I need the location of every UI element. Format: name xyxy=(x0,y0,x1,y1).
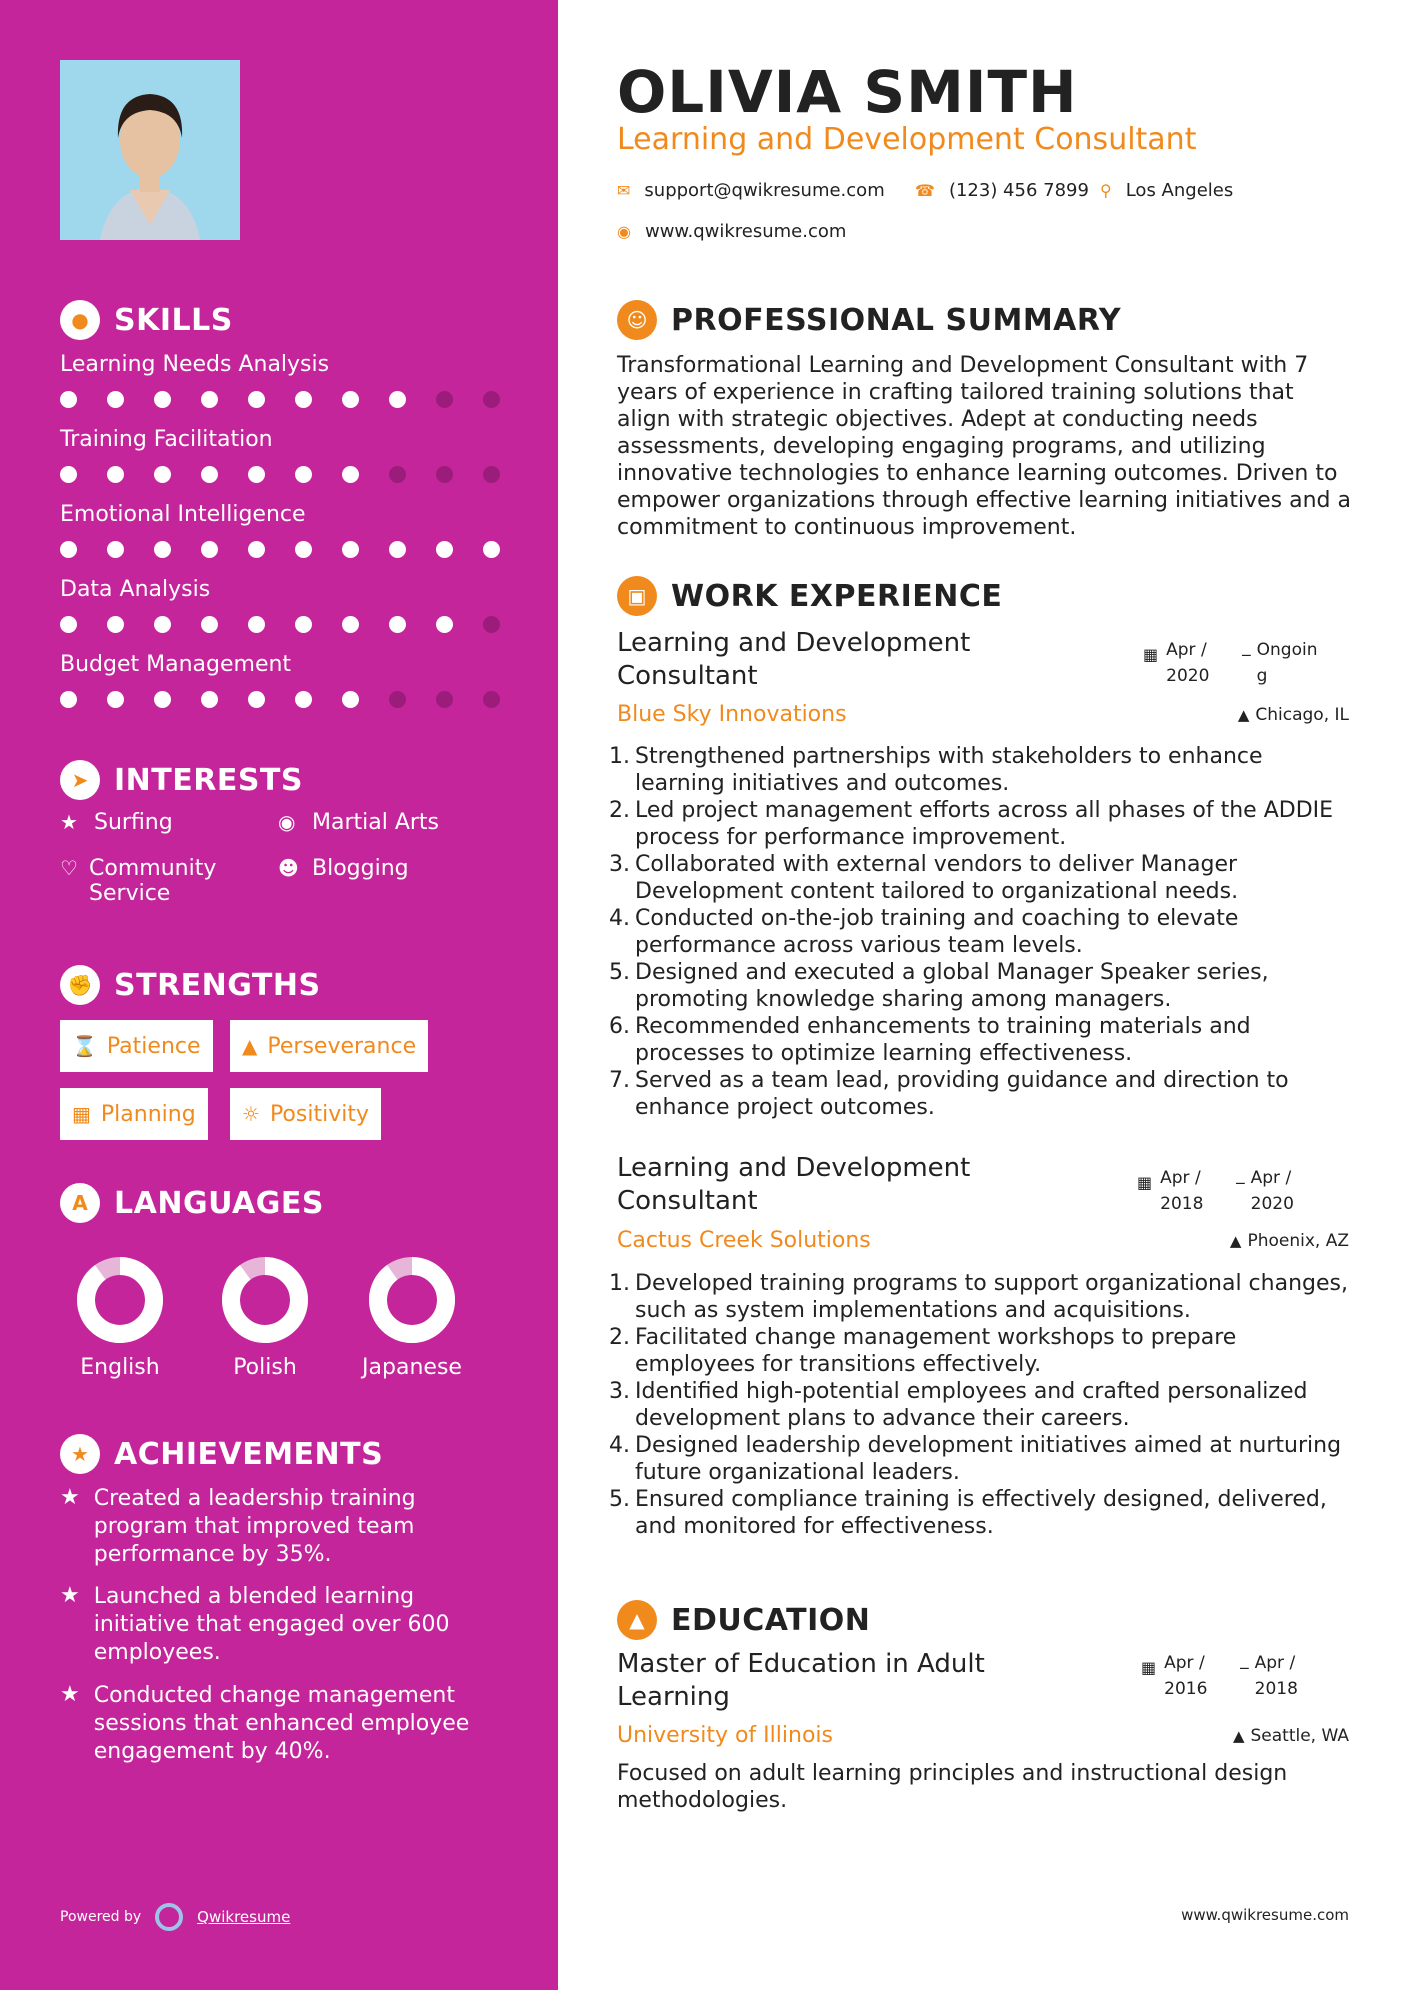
skill-dot xyxy=(248,691,265,708)
sun-icon: ☼ xyxy=(242,1102,260,1126)
interest-item: ♡ Community Service xyxy=(60,856,217,906)
pin-icon: ▲ xyxy=(1229,1232,1242,1250)
skill-dot xyxy=(201,466,218,483)
shooting-star-icon: ★ xyxy=(60,1485,80,1510)
skill-dot xyxy=(483,616,500,633)
contact-location: ⚲ Los Angeles xyxy=(1100,180,1234,201)
skill-dot xyxy=(154,541,171,558)
job-dates: ▦ Apr / 2020 _ Ongoin g xyxy=(1143,637,1318,686)
skill-dot xyxy=(154,466,171,483)
skill-name: Training Facilitation xyxy=(60,427,273,452)
skill-dot xyxy=(201,616,218,633)
skill-dot xyxy=(436,616,453,633)
achievement-item: ★ Launched a blended learning initiative that engaged over 600 employees. xyxy=(60,1583,450,1665)
candidate-name: OLIVIA SMITH xyxy=(617,58,1078,126)
skills-title: SKILLS xyxy=(114,302,233,338)
skill-dot xyxy=(107,391,124,408)
achievement-item: ★ Conducted change management sessions that enhanced employee engagement by 40%. xyxy=(60,1682,470,1764)
skill-dot xyxy=(436,541,453,558)
language-name: Japanese xyxy=(362,1355,462,1380)
skill-rating xyxy=(60,541,530,558)
skill-dot xyxy=(60,616,77,633)
achievements-heading xyxy=(60,1434,383,1474)
skill-dot xyxy=(389,466,406,483)
footer-url[interactable]: www.qwikresume.com xyxy=(1181,1906,1349,1924)
skill-rating xyxy=(60,391,530,408)
calendar-icon: ▦ xyxy=(1137,1173,1153,1192)
skill-dot xyxy=(483,391,500,408)
job-title: Learning and Development Consultant xyxy=(617,628,971,691)
job-bullet: Designed leadership development initiatives aimed at nurturing future organizational leaders. xyxy=(635,1433,1342,1485)
education-description: Focused on adult learning principles and instructional design methodologies. xyxy=(617,1761,1288,1813)
shooting-star-icon: ★ xyxy=(60,1682,80,1707)
contact-phone[interactable]: ☎ (123) 456 7899 xyxy=(915,180,1089,201)
language-ring xyxy=(195,1250,335,1350)
skill-dot xyxy=(389,691,406,708)
language-ring xyxy=(342,1250,482,1350)
job-bullet: Led project management efforts across all phases of the ADDIE process for performance improvement. xyxy=(635,798,1334,850)
skill-dot xyxy=(342,691,359,708)
skill-dot xyxy=(107,616,124,633)
fist-icon: ✊ xyxy=(60,965,100,1005)
strengths-title: STRENGTHS xyxy=(114,967,321,1003)
skill-dot xyxy=(107,691,124,708)
job-location: ▲ Chicago, IL xyxy=(1237,705,1349,725)
road-icon: ▲ xyxy=(242,1034,258,1058)
skill-dot xyxy=(389,616,406,633)
school-name: University of Illinois xyxy=(617,1723,833,1748)
job-bullet: Designed and executed a global Manager Speaker series, promoting knowledge sharing among managers. xyxy=(635,960,1269,1012)
job-bullets xyxy=(617,1270,1357,1540)
language-name: Polish xyxy=(233,1355,297,1380)
skill-dot xyxy=(295,541,312,558)
skill-dot xyxy=(295,466,312,483)
job-dates: ▦ Apr / 2018 _ Apr / 2020 xyxy=(1137,1165,1294,1214)
achievements-title: ACHIEVEMENTS xyxy=(114,1436,384,1472)
job-bullet: Recommended enhancements to training materials and processes to optimize learning effectiveness. xyxy=(635,1014,1251,1066)
language-ring-fill xyxy=(86,1266,154,1334)
skill-dot xyxy=(295,616,312,633)
skill-name: Learning Needs Analysis xyxy=(60,352,330,377)
calendar-icon: ▦ xyxy=(1143,645,1159,664)
job-bullet: Developed training programs to support organizational changes, such as system implementations and acquisitions. xyxy=(635,1271,1348,1323)
skills-heading xyxy=(60,300,233,340)
job-bullet: Strengthened partnerships with stakeholders to enhance learning initiatives and outcomes. xyxy=(635,744,1263,796)
shooting-star-icon: ★ xyxy=(60,1583,80,1608)
work-heading xyxy=(617,576,1002,616)
job-bullets xyxy=(617,743,1357,1121)
interest-item: ☻ Blogging xyxy=(278,856,409,881)
contact-email[interactable]: ✉ support@qwikresume.com xyxy=(617,180,885,201)
skill-dot xyxy=(389,541,406,558)
skill-dot xyxy=(154,391,171,408)
strength-badge: ▦ Planning xyxy=(60,1088,208,1140)
hourglass-icon: ⌛ xyxy=(72,1034,97,1058)
strength-badge: ⌛ Patience xyxy=(60,1020,213,1072)
skill-rating xyxy=(60,466,530,483)
strength-badge: ☼ Positivity xyxy=(230,1088,381,1140)
language-ring-chart xyxy=(70,1250,170,1350)
phone-icon: ☎ xyxy=(915,181,935,200)
language-ring-fill xyxy=(378,1266,446,1334)
user-icon: ☺ xyxy=(617,300,657,340)
skill-dot xyxy=(248,616,265,633)
users-icon: ☻ xyxy=(278,856,299,880)
skill-dot xyxy=(483,466,500,483)
summary-heading xyxy=(617,300,1121,340)
skill-dot xyxy=(389,391,406,408)
skill-dot xyxy=(248,391,265,408)
skill-dot xyxy=(201,691,218,708)
envelope-icon: ✉ xyxy=(617,181,631,200)
globe-icon: ◉ xyxy=(617,222,631,241)
job-bullet: Identified high-potential employees and crafted personalized development plans to advance their careers. xyxy=(635,1379,1308,1431)
qwikresume-link[interactable]: Qwikresume xyxy=(197,1908,291,1926)
education-title: EDUCATION xyxy=(671,1602,871,1638)
skill-dot xyxy=(342,391,359,408)
sidebar xyxy=(0,0,558,1990)
education-dates: ▦ Apr / 2016 _ Apr / 2018 xyxy=(1141,1650,1298,1699)
language-ring xyxy=(50,1250,190,1350)
skill-dot xyxy=(436,466,453,483)
translate-icon: A xyxy=(60,1183,100,1223)
skill-dot xyxy=(107,466,124,483)
candidate-role: Learning and Development Consultant xyxy=(617,122,1197,157)
skill-dot xyxy=(483,691,500,708)
summary-title: PROFESSIONAL SUMMARY xyxy=(671,302,1122,338)
strengths-heading xyxy=(60,965,321,1005)
lightbulb-icon: ● xyxy=(60,300,100,340)
skill-dot xyxy=(201,391,218,408)
pin-icon: ▲ xyxy=(1237,706,1250,724)
interests-heading xyxy=(60,760,303,800)
job-bullet: Collaborated with external vendors to deliver Manager Development content tailored to organizational needs. xyxy=(635,852,1239,904)
achievement-item: ★ Created a leadership training program that improved team performance by 35%. xyxy=(60,1485,416,1567)
skill-dot xyxy=(342,616,359,633)
skill-dot xyxy=(201,541,218,558)
star-icon: ★ xyxy=(60,810,78,834)
language-name: English xyxy=(80,1355,160,1380)
skill-name: Data Analysis xyxy=(60,577,211,602)
skill-dot xyxy=(342,541,359,558)
work-title: WORK EXPERIENCE xyxy=(671,578,1003,614)
degree-title: Master of Education in Adult Learning xyxy=(617,1649,985,1712)
skill-dot xyxy=(248,541,265,558)
language-ring-chart xyxy=(362,1250,462,1350)
star-badge-icon: ★ xyxy=(60,1434,100,1474)
skill-dot xyxy=(342,466,359,483)
contact-website[interactable]: ◉ www.qwikresume.com xyxy=(617,221,847,242)
qwikresume-logo-icon xyxy=(155,1903,183,1931)
language-ring-chart xyxy=(215,1250,315,1350)
skill-name: Budget Management xyxy=(60,652,292,677)
globe-icon: ◉ xyxy=(278,810,296,834)
skill-dot xyxy=(436,691,453,708)
interests-title: INTERESTS xyxy=(114,762,303,798)
company-name: Blue Sky Innovations xyxy=(617,702,847,727)
interest-item: ◉ Martial Arts xyxy=(278,810,440,835)
skill-dot xyxy=(107,541,124,558)
job-location: ▲ Phoenix, AZ xyxy=(1229,1231,1349,1251)
calendar-icon: ▦ xyxy=(1141,1658,1157,1677)
skill-dot xyxy=(483,541,500,558)
skill-dot xyxy=(248,466,265,483)
strength-badge: ▲ Perseverance xyxy=(230,1020,428,1072)
skill-dot xyxy=(60,691,77,708)
profile-photo xyxy=(60,60,240,240)
education-heading xyxy=(617,1600,870,1640)
education-location: ▲ Seattle, WA xyxy=(1232,1726,1349,1746)
language-ring-fill xyxy=(231,1266,299,1334)
skill-dot xyxy=(154,616,171,633)
summary-text: Transformational Learning and Development Consultant with 7 years of experience in crafting tailored training solutions that align with strategic objectives. Adept at conducting needs assessments, developing engaging programs, and utilizing innovative technologies to enhance learning outcomes. Driven to empower organizations through effective learning initiatives and a commitment to continuous improvement. xyxy=(617,353,1351,540)
job-bullet: Served as a team lead, providing guidance and direction to enhance project outcomes. xyxy=(635,1068,1289,1120)
skill-dot xyxy=(154,691,171,708)
skill-dot xyxy=(60,541,77,558)
skill-dot xyxy=(60,466,77,483)
job-bullet: Facilitated change management workshops to prepare employees for transitions effectively. xyxy=(635,1325,1237,1377)
languages-heading xyxy=(60,1183,324,1223)
graduation-cap-icon: ▲ xyxy=(617,1600,657,1640)
paper-plane-icon: ➤ xyxy=(60,760,100,800)
chair-icon: ▣ xyxy=(617,576,657,616)
skill-rating xyxy=(60,616,530,633)
map-pin-icon: ⚲ xyxy=(1100,181,1112,200)
skill-dot xyxy=(436,391,453,408)
powered-by: Powered by Qwikresume xyxy=(60,1903,290,1931)
pin-icon: ▲ xyxy=(1232,1727,1245,1745)
skill-dot xyxy=(295,391,312,408)
job-bullet: Ensured compliance training is effectively designed, delivered, and monitored for effectiveness. xyxy=(635,1487,1327,1539)
skill-dot xyxy=(60,391,77,408)
calendar-icon: ▦ xyxy=(72,1102,91,1126)
interest-item: ★ Surfing xyxy=(60,810,173,835)
company-name: Cactus Creek Solutions xyxy=(617,1228,871,1253)
job-bullet: Conducted on-the-job training and coaching to elevate performance across various team levels. xyxy=(635,906,1239,958)
skill-rating xyxy=(60,691,530,708)
skill-name: Emotional Intelligence xyxy=(60,502,306,527)
skill-dot xyxy=(295,691,312,708)
hand-heart-icon: ♡ xyxy=(60,856,78,880)
job-title: Learning and Development Consultant xyxy=(617,1153,971,1216)
languages-title: LANGUAGES xyxy=(114,1185,324,1221)
